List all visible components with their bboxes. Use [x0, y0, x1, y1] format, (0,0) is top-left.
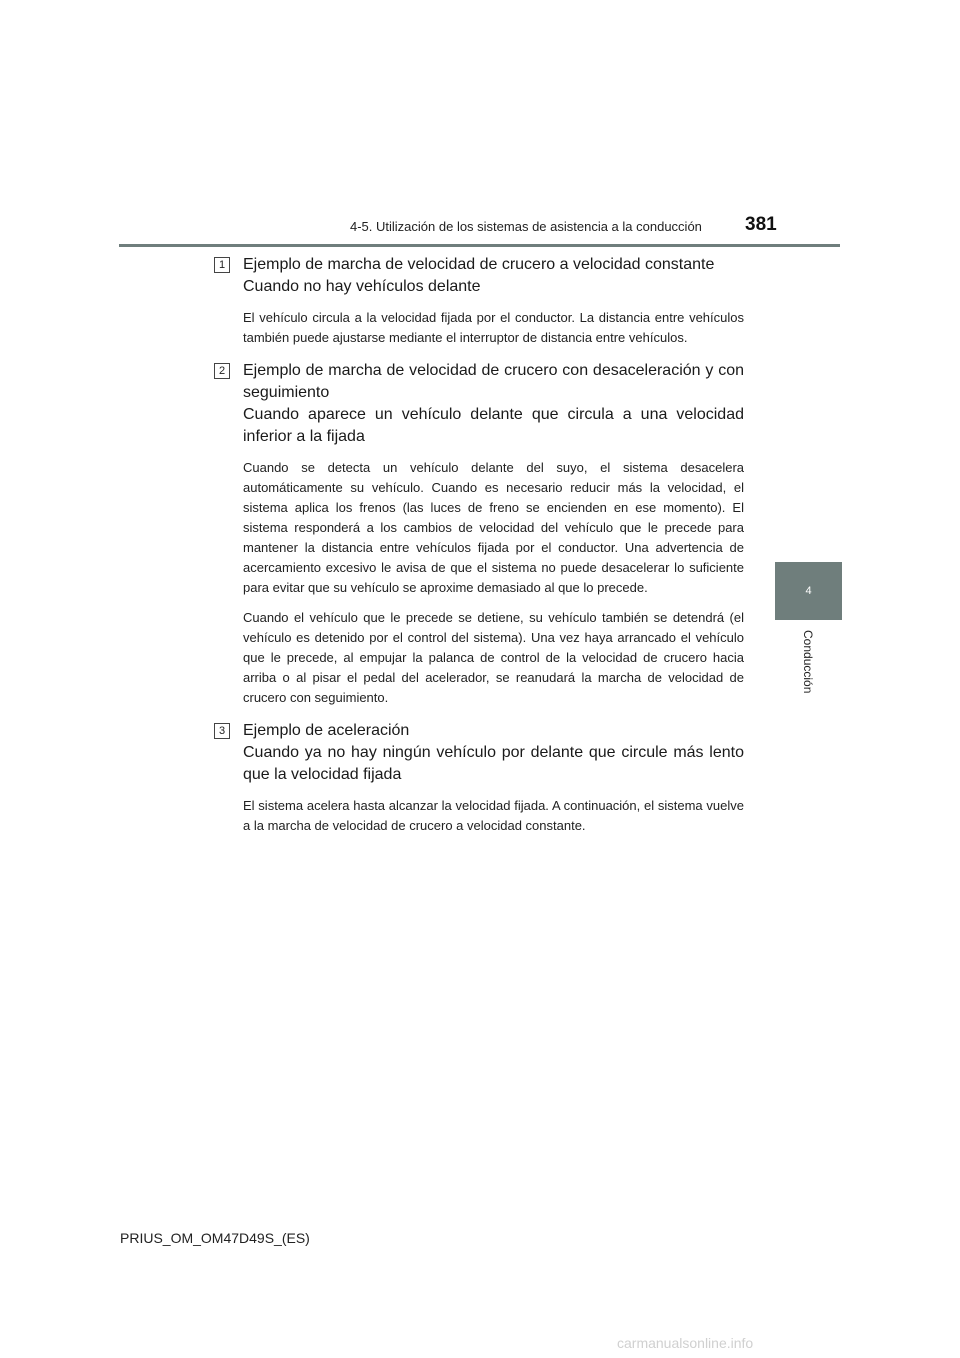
- watermark: carmanualsonline.info: [617, 1335, 754, 1351]
- list-item: [214, 254, 744, 348]
- item-title-line: Ejemplo de marcha de velocidad de crucero a velocidad constante: [243, 256, 715, 273]
- chapter-label: Conducción: [801, 630, 815, 694]
- chapter-tab: [775, 562, 842, 620]
- item-title-line: Cuando aparece un vehículo delante que circula a una velocidad inferior a la fijada: [243, 406, 744, 445]
- document-code: PRIUS_OM_OM47D49S_(ES): [120, 1230, 310, 1246]
- list-item: [214, 720, 744, 836]
- content: [214, 254, 744, 848]
- item-title: [243, 360, 744, 448]
- item-body: [243, 458, 744, 708]
- header-rule: [119, 244, 840, 247]
- chapter-number: 4: [805, 585, 812, 597]
- item-paragraph: Cuando el vehículo que le precede se detiene, su vehículo también se detendrá (el vehículo es detenido por el control del sistema). Una vez haya arrancado el vehículo que le precede, al empujar la palanca de control de la velocidad de crucero hacia arriba o al pisar el pedal del acelerador, se reanudará la marcha de velocidad de crucero con seguimiento.: [243, 610, 744, 705]
- item-paragraph: El vehículo circula a la velocidad fijada por el conductor. La distancia entre vehículos también puede ajustarse mediante el interruptor de distancia entre vehículos.: [243, 310, 744, 345]
- item-number-badge: 3: [214, 723, 230, 739]
- page-number: 381: [745, 214, 777, 235]
- item-paragraph: Cuando se detecta un vehículo delante del suyo, el sistema desacelera automáticamente su vehículo. Cuando es necesario reducir más la velocidad, el sistema aplica los frenos (las luces de freno se encienden en ese momento). El sistema responderá a los cambios de velocidad del vehículo que le precede para mantener la distancia entre vehículos fijada por el conductor. Una advertencia de acercamiento excesivo le avisa de que el sistema no puede desacelerar lo suficiente para evitar que su vehículo se aproxime demasiado al que lo precede.: [243, 460, 744, 595]
- item-title-line: Cuando ya no hay ningún vehículo por delante que circule más lento que la velocidad fijada: [243, 744, 744, 783]
- item-title-line: Ejemplo de aceleración: [243, 722, 410, 739]
- item-body: [243, 308, 744, 348]
- item-title: [243, 254, 744, 298]
- header-section-title: 4-5. Utilización de los sistemas de asistencia a la conducción: [350, 219, 702, 234]
- item-number-badge: 1: [214, 257, 230, 273]
- item-body: [243, 796, 744, 836]
- item-paragraph: El sistema acelera hasta alcanzar la velocidad fijada. A continuación, el sistema vuelve a la marcha de velocidad de crucero a velocidad constante.: [243, 798, 744, 833]
- item-number-badge: 2: [214, 363, 230, 379]
- item-title: [243, 720, 744, 786]
- item-title-line: Ejemplo de marcha de velocidad de crucero con desaceleración y con seguimiento: [243, 362, 744, 401]
- item-title-line: Cuando no hay vehículos delante: [243, 278, 481, 295]
- list-item: [214, 360, 744, 708]
